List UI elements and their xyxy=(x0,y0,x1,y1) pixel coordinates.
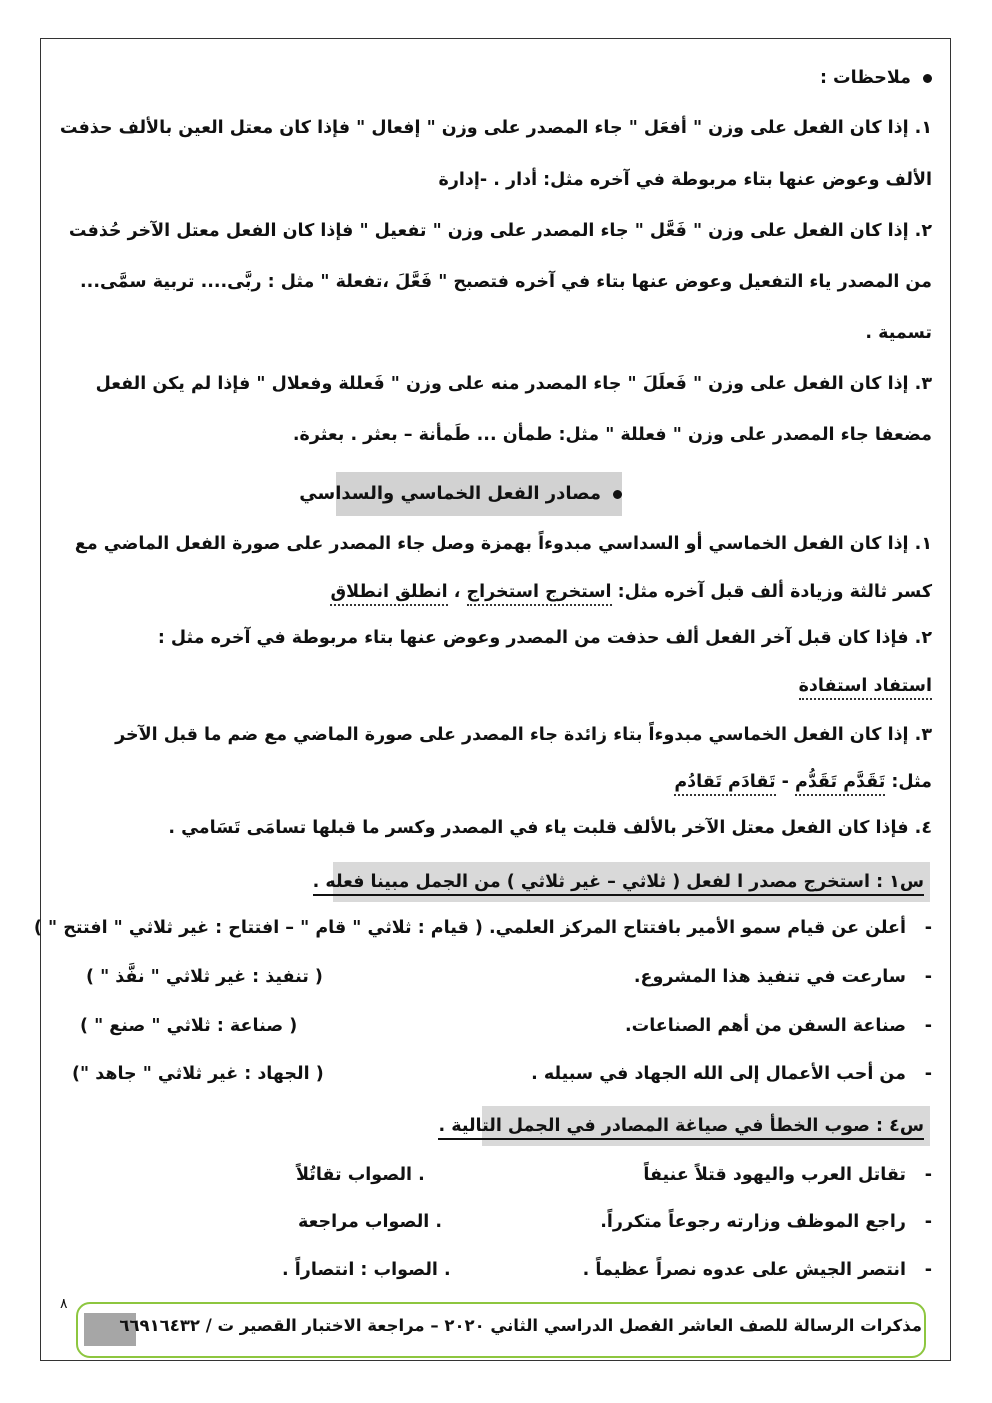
bullet-icon xyxy=(613,490,622,499)
question-1-title xyxy=(312,862,930,902)
rule-3-example-2: تَقادَم تَقادُم xyxy=(674,772,775,796)
question-4-title-text: س٤ : صوب الخطأ في صياغة المصادر في الجمل التالية . xyxy=(438,1116,924,1140)
q1-sentence: من أحب الأعمال إلى الله الجهاد في سبيله . xyxy=(531,1064,906,1084)
rule-2-example: استفاد استفادة xyxy=(799,676,932,700)
rule-1-example-1: استخرج استخراج xyxy=(467,582,612,606)
q4-sentence: راجع الموظف وزارته رجوعاً متكرراً. xyxy=(600,1212,906,1232)
rule-2-line-2 xyxy=(799,676,932,697)
rule-3-line-1: ٣. إذا كان الفعل الخماسي مبدوءاً بتاء زائدة جاء المصدر على صورة الماضي مع ضم ما قبل الآخر xyxy=(115,725,932,745)
footer-text: مذكرات الرسالة للصف العاشر الفصل الدراسي الثاني ٢٠٢٠ – مراجعة الاختبار القصير ت / ٦٦٩١٦٤٣٢ xyxy=(119,1316,922,1335)
q1-answer-3: ( صناعة : ثلاثي " صنع " ) xyxy=(80,1016,298,1036)
q1-answer-2: ( تنفيذ : غير ثلاثي " نفَّذ " ) xyxy=(86,967,323,987)
q4-sentence: تقاتل العرب واليهود قتلاً عنيفاً xyxy=(643,1165,906,1185)
note-3-line-2: مضعفا جاء المصدر على وزن " فعللة " مثل: طمأن ... طَمأنة – بعثر . بعثرة. xyxy=(292,425,932,445)
q1-sentence: صناعة السفن من أهم الصناعات. xyxy=(624,1016,906,1036)
rule-3-separator: - xyxy=(781,772,789,792)
question-1-item-2: -سارعت في تنفيذ هذا المشروع. xyxy=(633,967,932,987)
rule-1-example-2: انطلق انطلاق xyxy=(330,582,447,606)
rule-1-text: كسر ثالثة وزيادة ألف قبل آخره مثل: xyxy=(617,582,932,602)
q4-answer-2: . الصواب مراجعة xyxy=(298,1212,443,1232)
page-number: ٨ xyxy=(60,1296,68,1312)
q4-sentence: انتصر الجيش على عدوه نصراً عظيماً . xyxy=(582,1260,906,1280)
question-4-item-2: -راجع الموظف وزارته رجوعاً متكرراً. xyxy=(600,1212,932,1232)
notes-heading: ملاحظات : xyxy=(820,68,932,89)
note-1-line-1: ١. إذا كان الفعل على وزن " أفعَل " جاء المصدر على وزن " إفعال " فإذا كان معتل العين بالألف حذفت xyxy=(59,118,932,138)
question-1-item-4: -من أحب الأعمال إلى الله الجهاد في سبيله . xyxy=(531,1064,932,1084)
question-1-title-text: س١ : استخرج مصدر ا لفعل ( ثلاثي – غير ثلاثي ) من الجمل مبينا فعله . xyxy=(313,872,924,896)
note-3-line-1: ٣. إذا كان الفعل على وزن " فَعلَلَ " جاء المصدر منه على وزن " فَعللة وفعلال " فإذا لم يكن الفعل xyxy=(95,374,932,394)
q1-answer-4: ( الجهاد : غير ثلاثي " جاهد ") xyxy=(72,1064,324,1084)
rule-3-example-1: تَقَدَّم تَقَدُّم xyxy=(795,772,885,796)
q1-sentence: أعلن عن قيام سمو الأمير بافتتاح المركز العلمي. ( قيام : ثلاثي " قام " – افتتاح : غير ثلاثي " افتتح " ) xyxy=(33,918,906,938)
rule-1-separator: ، xyxy=(453,582,461,602)
rule-3-text: مثل: xyxy=(891,772,932,792)
bullet-icon xyxy=(923,74,932,83)
note-2-line-3: تسمية . xyxy=(865,323,932,343)
rule-1-line-2 xyxy=(330,582,932,603)
rule-2-line-1: ٢. فإذا كان قبل آخر الفعل ألف حذفت من المصدر وعوض عنها بتاء مربوطة في آخره مثل : xyxy=(157,628,932,648)
rule-1-line-1: ١. إذا كان الفعل الخماسي أو السداسي مبدوءاً بهمزة وصل جاء المصدر على صورة الفعل الماضي مع xyxy=(74,534,932,554)
question-1-item-3: -صناعة السفن من أهم الصناعات. xyxy=(624,1016,932,1036)
q1-sentence: سارعت في تنفيذ هذا المشروع. xyxy=(633,967,906,987)
note-2-line-1: ٢. إذا كان الفعل على وزن " فَعَّل " جاء المصدر على وزن " تفعيل " فإذا كان الفعل معتل الآخر حُذفت xyxy=(68,221,932,241)
q4-answer-1: . الصواب تقاتُلاً xyxy=(296,1165,425,1185)
note-2-line-2: من المصدر ياء التفعيل وعوض عنها بتاء في آخره فتصبح " فَعَّلَ ،تفعلة " مثل : ربَّى.... تربية سمَّى... xyxy=(80,272,932,292)
question-1-item-1: -أعلن عن قيام سمو الأمير بافتتاح المركز العلمي. ( قيام : ثلاثي " قام " – افتتاح : غير ثلاثي " افتتح " ) xyxy=(33,918,932,938)
question-4-title xyxy=(438,1106,930,1146)
question-4-item-1: -تقاتل العرب واليهود قتلاً عنيفاً xyxy=(643,1165,932,1185)
q4-answer-3: . الصواب : انتصاراً . xyxy=(282,1260,451,1280)
rule-3-line-2 xyxy=(674,772,932,793)
rule-4-line-1: ٤. فإذا كان الفعل معتل الآخر بالألف قلبت ياء في المصدر وكسر ما قبلها تسامَى تَسَامي . xyxy=(168,818,932,838)
section-title: مصادر الفعل الخماسي والسداسي xyxy=(336,472,622,516)
note-1-line-2: الألف وعوض عنها بتاء مربوطة في آخره مثل: أدار . -إدارة xyxy=(438,170,932,190)
question-4-item-3: -انتصر الجيش على عدوه نصراً عظيماً . xyxy=(582,1260,932,1280)
